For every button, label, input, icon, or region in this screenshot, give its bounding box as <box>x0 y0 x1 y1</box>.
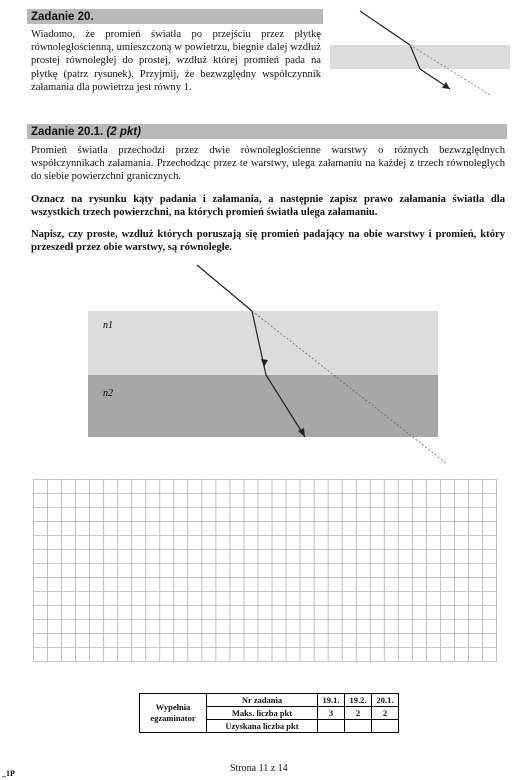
n1-label: n1 <box>103 320 113 331</box>
layer-n2 <box>88 375 438 437</box>
page-code: _1P <box>2 769 15 778</box>
max-points-3: 2 <box>372 707 399 720</box>
obtained-points-1[interactable] <box>318 720 345 733</box>
task-201-header <box>27 124 507 139</box>
task-20-title: Zadanie 20. <box>31 11 94 23</box>
filled-by-label: Wypełnia egzaminator <box>140 694 207 733</box>
incident-ray <box>360 11 410 45</box>
score-table <box>139 693 399 733</box>
n2-label: n2 <box>103 388 113 399</box>
arrow-head <box>442 82 450 89</box>
max-points-2: 2 <box>345 707 372 720</box>
task-num-1: 19.1. <box>318 694 345 707</box>
task-201-points: (2 pkt) <box>106 126 141 138</box>
plate-figure <box>330 9 510 99</box>
obtained-points-3[interactable] <box>372 720 399 733</box>
task-num-2: 19.2. <box>345 694 372 707</box>
answer-grid[interactable] <box>33 479 497 662</box>
task-20-text: Wiadomo, że promień światła po przejściu przez płytkę równoległościenną, umieszczoną w powietrzu, biegnie dalej wzdłuż prostej równoległej do prostej, wzdłuż której promień pada na płytkę (patrz rysunek). Przyjmij, że bezwzględny współczynnik załamania dla powietrza jest równy 1. <box>31 29 321 93</box>
max-points-1: 3 <box>318 707 345 720</box>
task-20-header <box>27 9 323 24</box>
plate <box>330 45 510 69</box>
obtained-points-label: Uzyskana liczba pkt <box>207 720 318 733</box>
task-201-instruction-1: Oznacz na rysunku kąty padania i załamania, a następnie zapisz prawo załamania światła dla wszystkich trzech powierzchni, na których promień światła ulega załamaniu. <box>31 194 505 219</box>
obtained-points-2[interactable] <box>345 720 372 733</box>
task-number-label: Nr zadania <box>207 694 318 707</box>
max-points-label: Maks. liczba pkt <box>207 707 318 720</box>
task-201-title: Zadanie 20.1. <box>31 126 104 138</box>
layer-n1 <box>88 311 438 375</box>
layers-figure <box>0 255 519 470</box>
task-201-intro: Promień światła przechodzi przez dwie równoległościenne warstwy o różnych bezwzględnych współczynnikach załamania. Przechodząc przez te warstwy, ulega załamaniu na każdej z trzech równoległych do siebie powierzchni granicznych. <box>31 145 505 183</box>
incident-ray <box>197 265 252 311</box>
task-201-instruction-2: Napisz, czy proste, wzdłuż których poruszają się promień padający na obie warstwy i promień, który przeszedł przez obie warstwy, są równoległe. <box>31 229 505 254</box>
task-num-3: 20.1. <box>372 694 399 707</box>
page-number: Strona 11 z 14 <box>230 763 288 774</box>
